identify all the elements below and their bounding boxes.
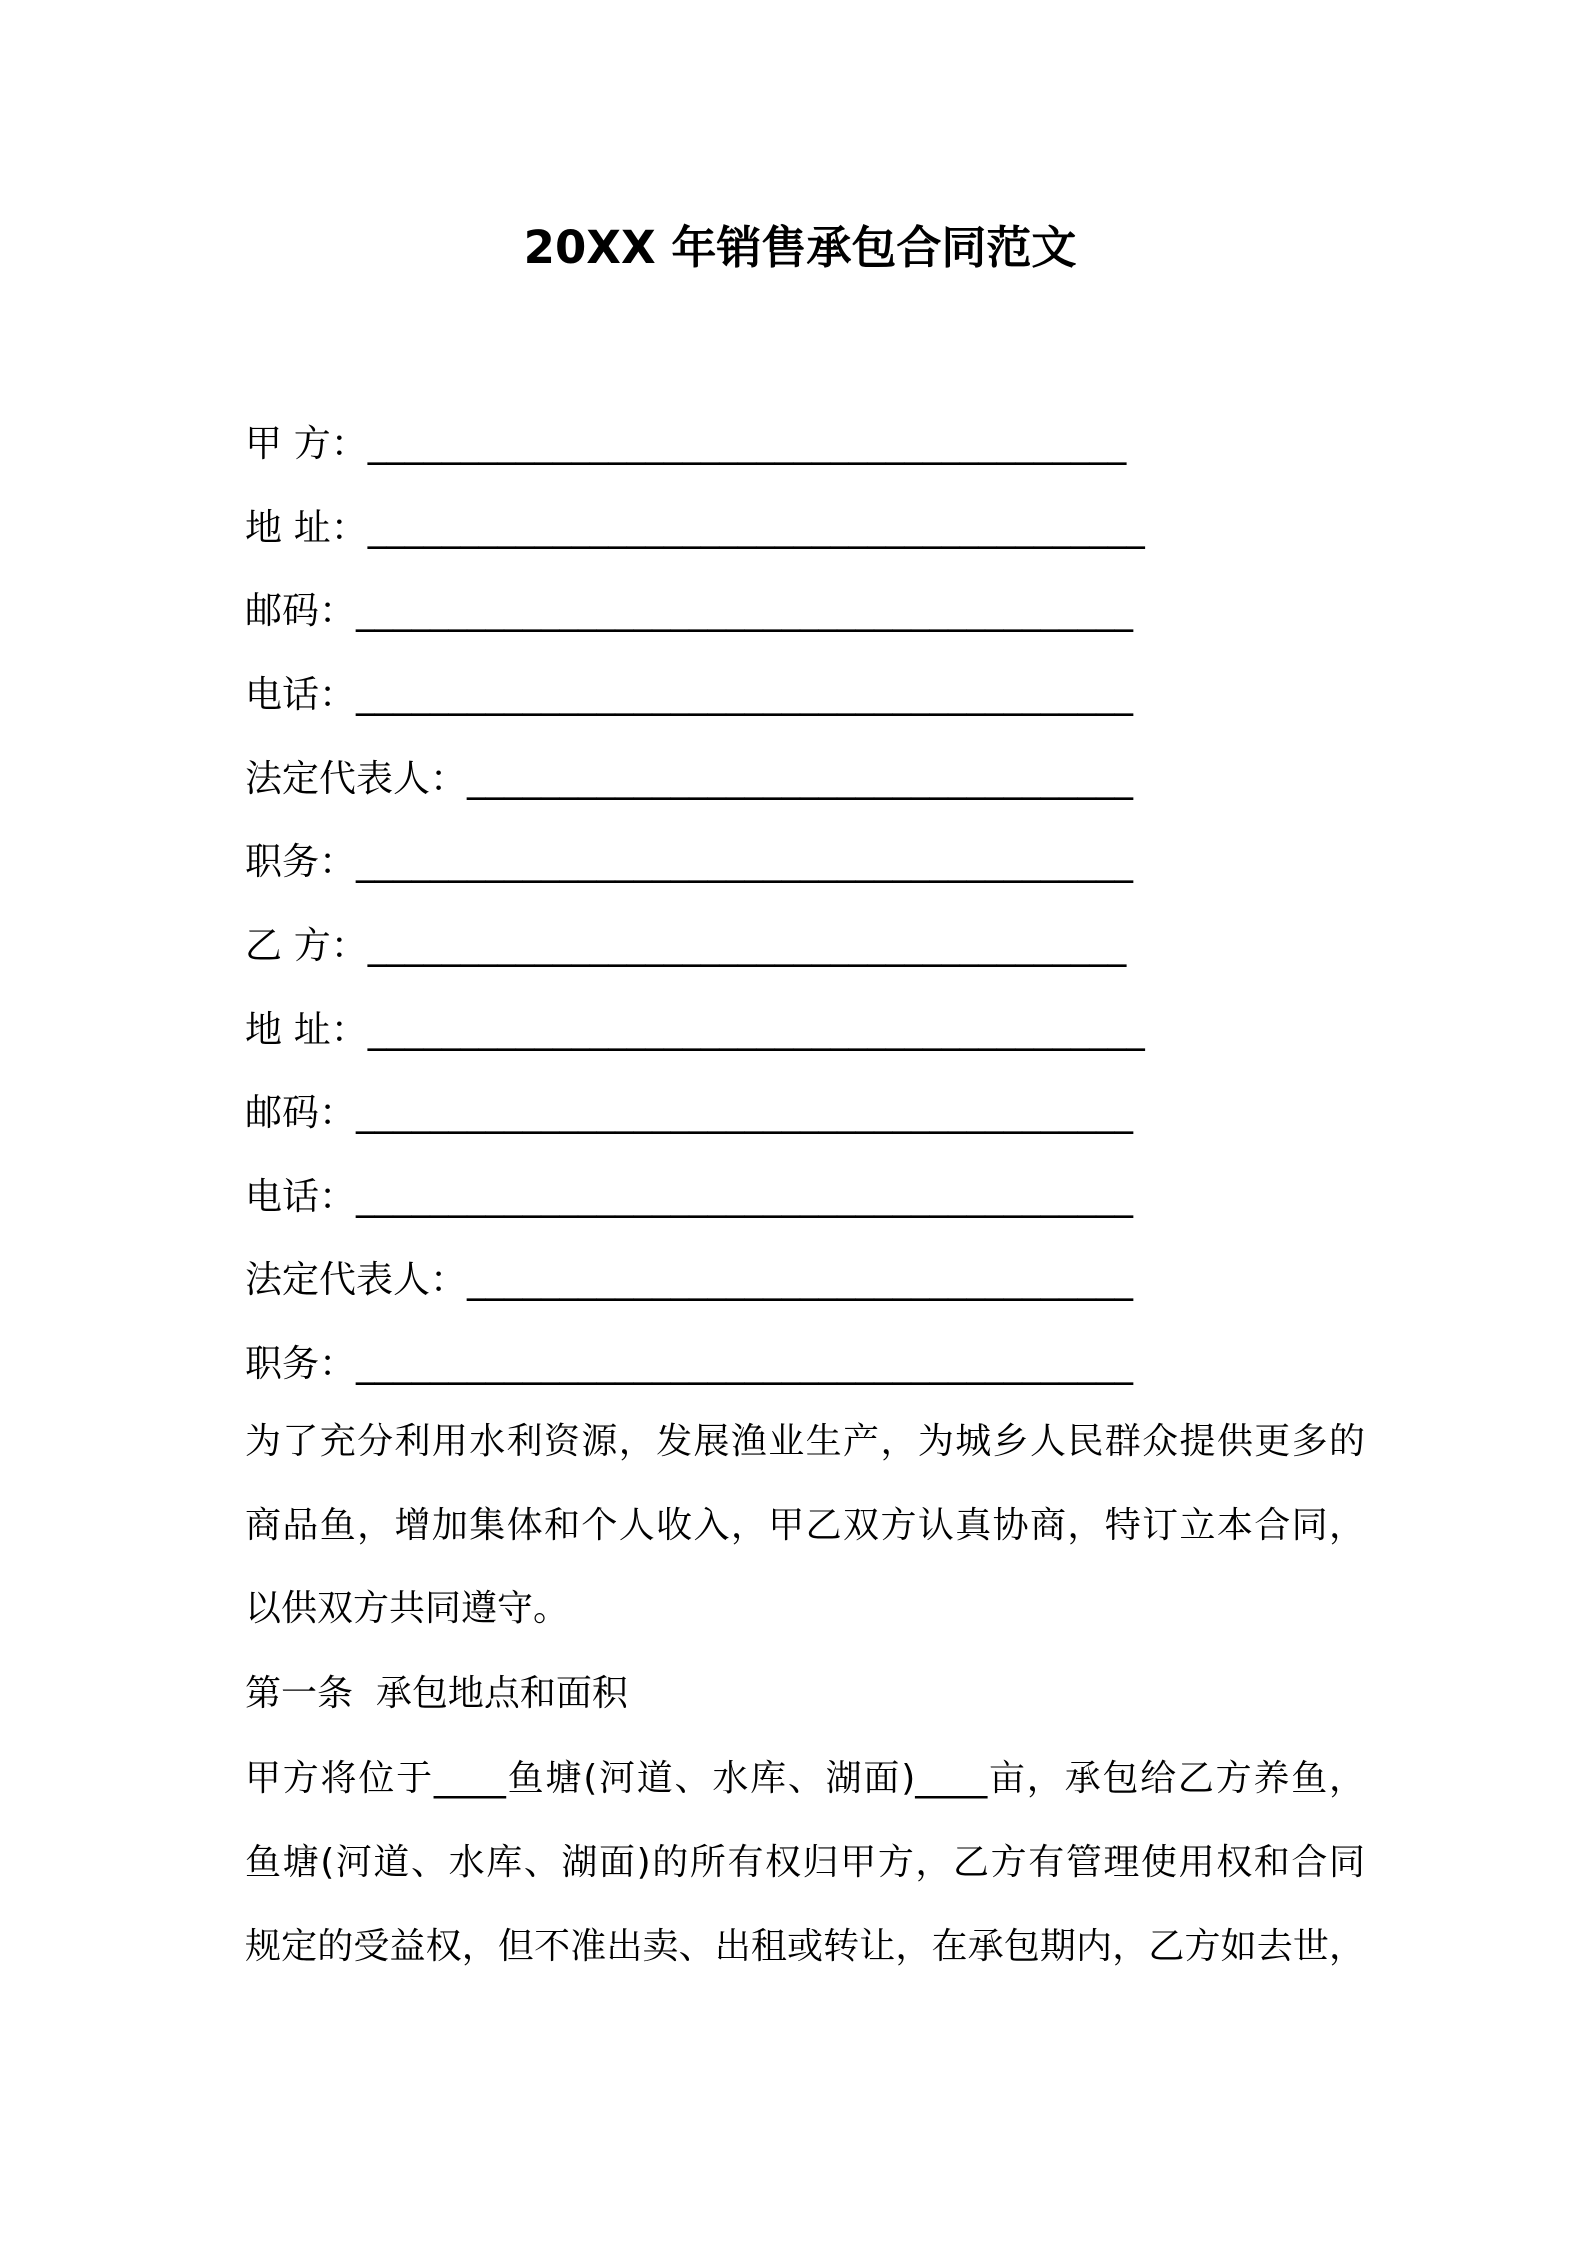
party-a-phone-field	[245, 653, 1445, 737]
intro-paragraph-line: 以供双方共同遵守。	[245, 1588, 570, 1629]
article-1-paragraph-line: 甲方将位于____鱼塘(河道、水库、湖面)____亩，承包给乙方养鱼，	[245, 1758, 1365, 1799]
blank-underline: __________________________________________	[356, 1091, 1133, 1134]
field-label: 法定代表人：	[245, 757, 467, 800]
blank-underline: __________________________________________	[356, 840, 1133, 883]
field-label: 邮码：	[245, 589, 356, 632]
field-label: 地 址：	[245, 1008, 368, 1051]
blank-underline: ____________________________________	[467, 757, 1133, 800]
article-1-heading: 第一条 承包地点和面积	[245, 1673, 628, 1714]
field-label: 乙 方：	[245, 924, 368, 967]
article-1-paragraph-line: 鱼塘(河道、水库、湖面)的所有权归甲方，乙方有管理使用权和合同	[245, 1842, 1365, 1883]
intro-paragraph-line: 为了充分利用水利资源，发展渔业生产，为城乡人民群众提供更多的	[245, 1421, 1365, 1462]
intro-paragraph-line: 商品鱼，增加集体和个人收入，甲乙双方认真协商，特订立本合同，	[245, 1505, 1365, 1546]
field-label: 甲 方：	[245, 422, 368, 465]
blank-underline: __________________________________________	[356, 1342, 1133, 1385]
field-label: 职务：	[245, 840, 356, 883]
blank-underline: ____________________________________	[467, 1258, 1133, 1301]
party-b-phone-field	[245, 1155, 1445, 1239]
blank-underline: __________________________________________	[356, 1175, 1133, 1218]
field-label: 法定代表人：	[245, 1258, 467, 1301]
field-label: 地 址：	[245, 506, 368, 549]
blank-underline: __________________________________________	[356, 673, 1133, 716]
blank-underline: __________________________________________	[356, 589, 1133, 632]
party-b-position-field	[245, 1322, 1445, 1406]
party-a-position-field	[245, 820, 1445, 904]
party-b-address-field	[245, 988, 1445, 1072]
party-a-name-field	[245, 402, 1445, 486]
party-a-postcode-field	[245, 569, 1445, 653]
field-label: 电话：	[245, 673, 356, 716]
blank-underline: _________________________________________	[367, 924, 1127, 967]
party-b-legal-representative-field	[245, 1238, 1445, 1322]
document-title: 20XX 年销售承包合同范文	[523, 221, 1077, 274]
party-b-name-field	[245, 904, 1445, 988]
field-label: 电话：	[245, 1175, 356, 1218]
blank-underline: __________________________________________	[367, 1008, 1145, 1051]
blank-underline: _________________________________________	[367, 422, 1127, 465]
field-label: 邮码：	[245, 1091, 356, 1134]
article-1-paragraph-line: 规定的受益权，但不准出卖、出租或转让，在承包期内，乙方如去世，	[245, 1926, 1365, 1967]
party-b-postcode-field	[245, 1071, 1445, 1155]
party-a-legal-representative-field	[245, 737, 1445, 821]
blank-underline: __________________________________________	[367, 506, 1145, 549]
party-a-address-field	[245, 486, 1445, 570]
field-label: 职务：	[245, 1342, 356, 1385]
